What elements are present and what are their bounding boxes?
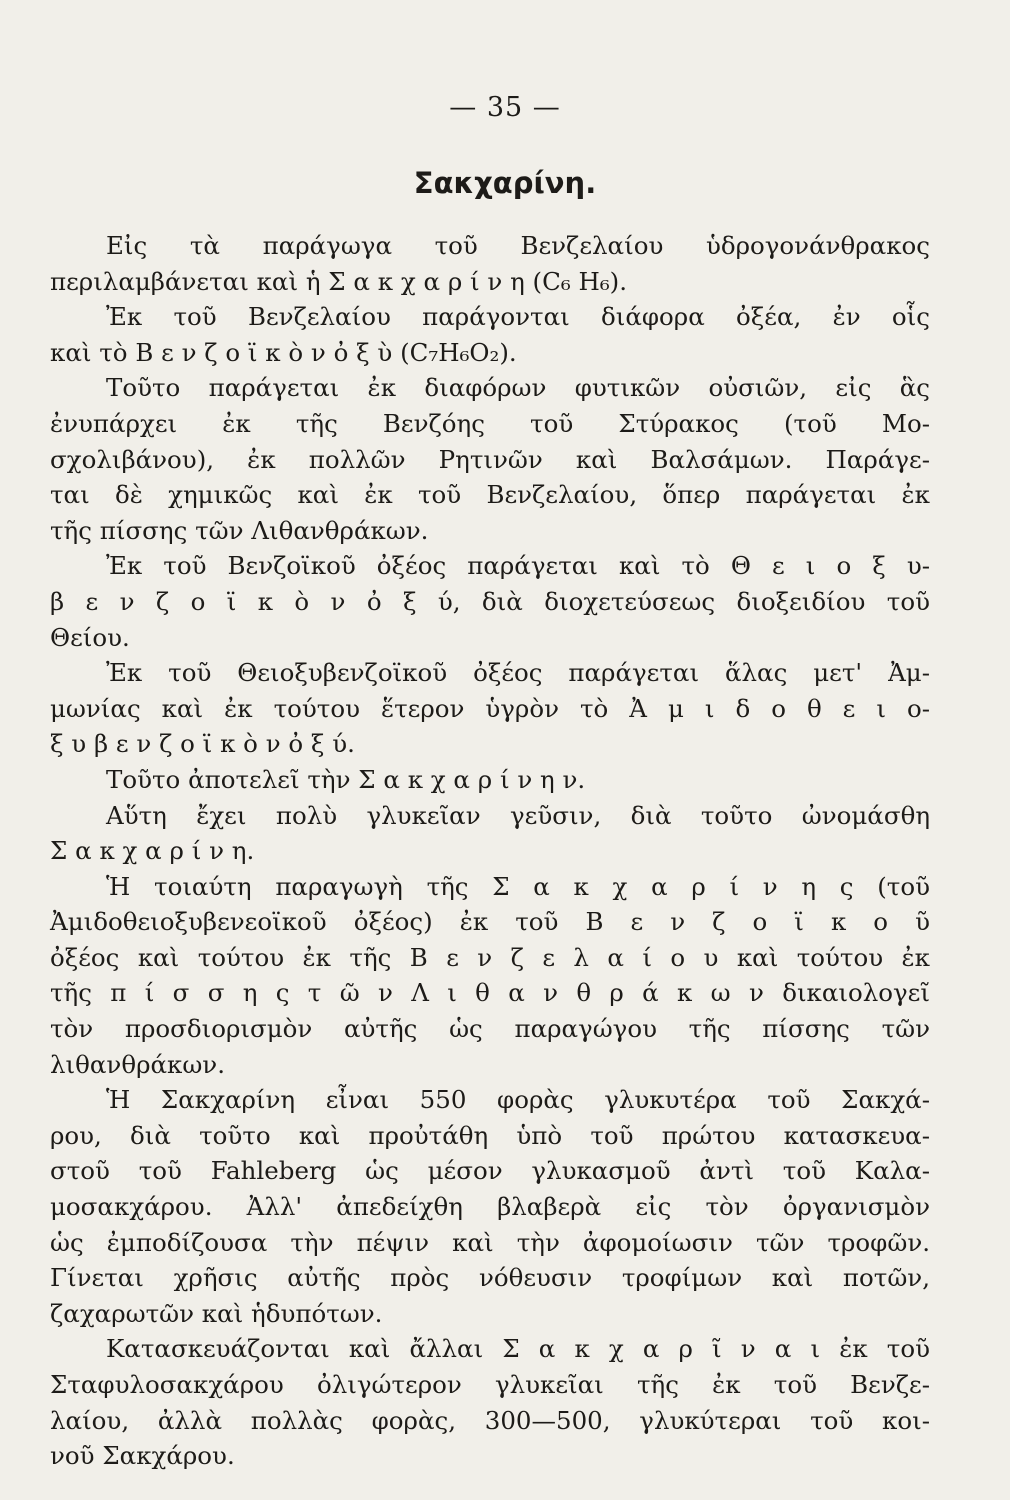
text-line: Ἡ τοιαύτη παραγωγὴ τῆς Σ α κ χ α ρ ί ν η ς (τοῦ [106,871,930,901]
page-number: — 35 — [449,92,561,123]
text-line: β ε ν ζ ο ϊ κ ὸ ν ὀ ξ ύ, διὰ διοχετεύσεως διοξειδίου τοῦ [50,586,930,616]
text-line: Εἰς τὰ παράγωγα τοῦ Βενζελαίου ὑδρογονάνθρακος [106,231,930,260]
text-line: λαίου, ἀλλὰ πολλὰς φορὰς, 300—500, γλυκύτεραι τοῦ κοι- [50,1405,930,1435]
text-line: Ἐκ τοῦ Βενζελαίου παράγονται διάφορα ὀξέα, ἐν οἷς [106,302,930,332]
text-line: μοσακχάρου. Ἀλλ' ἀπεδείχθη βλαβερὰ εἰς τὸν ὀργανισμὸν [50,1192,930,1222]
text-line: ται δὲ χημικῶς καὶ ἐκ τοῦ Βενζελαίου, ὅπερ παράγεται ἐκ [50,480,930,510]
text-line: ἐνυπάρχει ἐκ τῆς Βενζόης τοῦ Στύρακος (τοῦ Μο- [50,408,930,438]
text-line: ὡς ἐμποδίζουσα τὴν πέψιν καὶ τὴν ἀφομοίωσιν τῶν τροφῶν. [50,1227,930,1257]
text-line: ζαχαρωτῶν καὶ ἡδυπότων. [50,1298,383,1328]
text-line: Ἀμιδοθειοξυβενεοϊκοῦ ὀξέος) ἐκ τοῦ Β ε ν ζ ο ϊ κ ο ῦ [50,907,930,937]
text-line: Τοῦτο ἀποτελεῖ τὴν Σ α κ χ α ρ ί ν η ν. [106,764,586,794]
text-line: Ἐκ τοῦ Θειοξυβενζοϊκοῦ ὀξέος παράγεται ἅλας μετ' Ἀμ- [106,658,930,688]
section-title: Σακχαρίνη. [413,166,597,200]
text-line: μωνίας καὶ ἐκ τούτου ἕτερον ὑγρὸν τὸ Ἀ μ ι δ ο θ ε ι ο- [50,693,930,723]
text-line: ρου, διὰ τοῦτο καὶ προὐτάθη ὑπὸ τοῦ πρώτου κατασκευα- [50,1120,930,1150]
text-line: Ἡ Σακχαρίνη εἶναι 550 φορὰς γλυκυτέρα τοῦ Σακχά- [106,1085,930,1115]
text-line: Σταφυλοσακχάρου ὀλιγώτερον γλυκεῖαι τῆς ἐκ τοῦ Βενζε- [50,1370,930,1399]
text-line: σχολιβάνου), ἐκ πολλῶν Ρητινῶν καὶ Βαλσάμων. Παράγε- [50,444,930,474]
text-line: Τοῦτο παράγεται ἐκ διαφόρων φυτικῶν οὐσιῶν, εἰς ἃς [106,373,930,403]
text-line: νοῦ Σακχάρου. [50,1441,235,1471]
text-line: περιλαμβάνεται καὶ ἡ Σ α κ χ α ρ ί ν η (C₆ H₆). [50,266,627,296]
text-line: στοῦ τοῦ Fahleberg ὡς μέσον γλυκασμοῦ ἀντὶ τοῦ Καλα- [50,1156,930,1186]
text-line: Γίνεται χρῆσις αὐτῆς πρὸς νόθευσιν τροφίμων καὶ ποτῶν, [50,1263,930,1293]
text-line: τὸν προσδιορισμὸν αὐτῆς ὡς παραγώγου τῆς πίσσης τῶν [50,1014,930,1044]
text-line: τῆς π ί σ σ η ς τ ῶ ν Λ ι θ α ν θ ρ ά κ ω ν δικαιολογεῖ [50,978,930,1008]
text-line: Ἐκ τοῦ Βενζοϊκοῦ ὀξέος παράγεται καὶ τὸ Θ ε ι ο ξ υ- [106,551,930,581]
body-text [50,228,930,1474]
text-line: Θείου. [50,622,130,652]
text-line: ξ υ β ε ν ζ ο ϊ κ ὸ ν ὀ ξ ύ. [50,729,355,759]
text-line: Σ α κ χ α ρ ί ν η. [50,836,255,866]
text-line: ὀξέος καὶ τούτου ἐκ τῆς Β ε ν ζ ε λ α ί ο υ καὶ τούτου ἐκ [50,942,930,972]
text-line: Κατασκευάζονται καὶ ἄλλαι Σ α κ χ α ρ ῖ ν α ι ἐκ τοῦ [106,1334,930,1364]
text-line: λιθανθράκων. [50,1049,225,1079]
text-line: καὶ τὸ Β ε ν ζ ο ϊ κ ὸ ν ὀ ξ ὺ (C₇H₆O₂). [50,337,517,367]
text-line: Αὕτη ἔχει πολὺ γλυκεῖαν γεῦσιν, διὰ τοῦτο ὠνομάσθη [106,800,930,830]
text-line: τῆς πίσσης τῶν Λιθανθράκων. [50,515,429,545]
